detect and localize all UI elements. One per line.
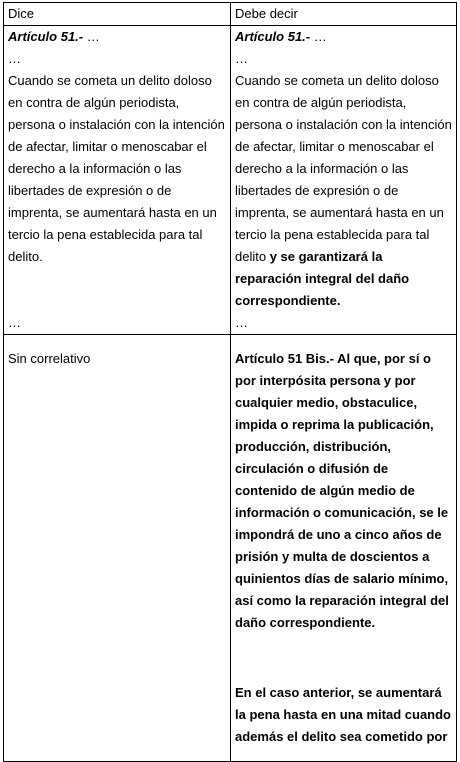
article-body — [235, 70, 452, 312]
current-text-cell — [4, 335, 231, 762]
comparison-table — [3, 2, 457, 762]
ellipsis-top: … — [235, 51, 248, 66]
ellipsis-bottom: … — [8, 315, 21, 330]
aggravation-paragraph: En el caso anterior, se aumentará la pena hasta en una mitad cuando además el delito sea cometido por — [235, 685, 451, 744]
article-body-added: y se garantizará la reparación integral del daño correspondiente. — [235, 249, 410, 308]
table-row — [4, 26, 457, 335]
article-51-bis-text: Artículo 51 Bis.- Al que, por sí o por interpósita persona y por cualquier medio, obstaculice, impida o reprima la publicación, producción, distribución, circulación o difusión de contenido de algún medio de información o comunicación, se le impondrá de uno a cinco años de prisión y multa de doscientos a quinientos días de salario mínimo, así como la reparación integral del daño correspondiente. — [235, 351, 449, 630]
header-debe-decir: Debe decir — [231, 3, 457, 26]
table-row — [4, 335, 457, 762]
no-correlative-text: Sin correlativo — [8, 351, 91, 366]
ellipsis-bottom: … — [235, 315, 248, 330]
article-title: Artículo 51.- — [235, 29, 311, 44]
proposed-text-cell — [231, 26, 457, 335]
article-ellipsis: … — [83, 29, 100, 44]
article-heading — [8, 26, 226, 48]
article-body: Cuando se cometa un delito doloso en contra de algún periodista, persona o instalación con la intención de afectar, limitar o menoscabar el derecho a la información o las libertades de expresión o de imprenta, se aumentará hasta en un tercio la pena establecida para tal delito. — [8, 73, 225, 264]
article-ellipsis: … — [310, 29, 327, 44]
ellipsis-top: … — [8, 51, 21, 66]
article-body-plain: Cuando se cometa un delito doloso en contra de algún periodista, persona o instalación con la intención de afectar, limitar o menoscabar el derecho a la información o las libertades de expresión o de imprenta, se aumentará hasta en un tercio la pena establecida para tal delito — [235, 73, 452, 264]
header-dice: Dice — [4, 3, 231, 26]
current-text-cell — [4, 26, 231, 335]
article-heading — [235, 26, 452, 48]
article-title: Artículo 51.- — [8, 29, 84, 44]
proposed-text-cell — [231, 335, 457, 762]
header-row — [4, 3, 457, 26]
